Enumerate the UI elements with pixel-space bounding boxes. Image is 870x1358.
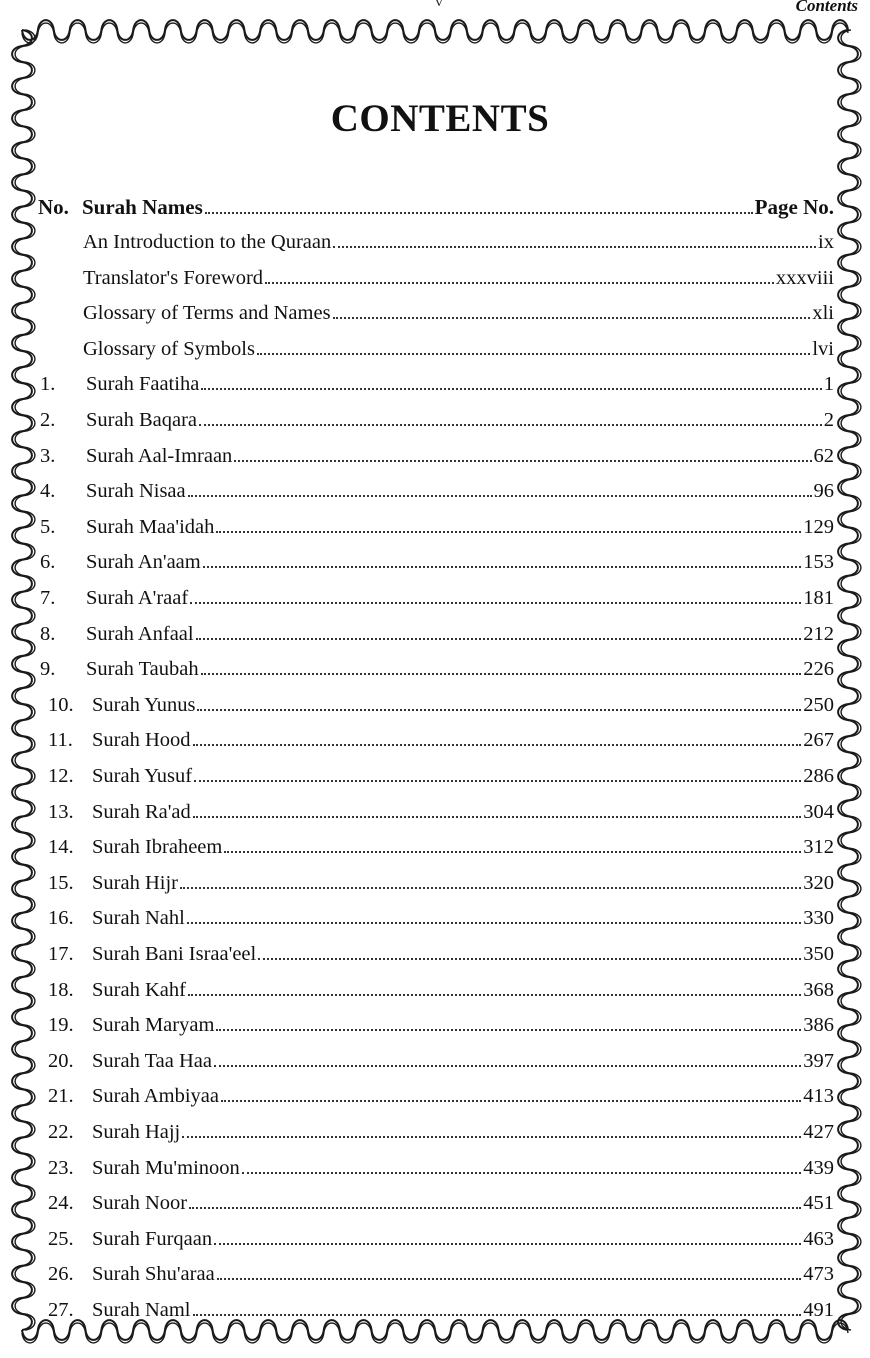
dot-leader [216,1029,801,1031]
page-title: CONTENTS [330,97,550,140]
toc-entry [92,1227,834,1251]
border-wave-left [12,30,32,1330]
toc-surah-row [48,1252,834,1286]
toc-header-surah-names: Surah Names [82,195,203,219]
dot-leader [221,1100,801,1102]
toc-surah-number: 7. [40,587,56,609]
toc-surah-number: 17. [48,943,74,965]
toc-header-no: No. [38,195,69,219]
toc-surah-row [48,1003,834,1037]
toc-surah-number: 14. [48,836,74,859]
toc-entry-page: 491 [803,1299,834,1321]
toc-surah-row [48,790,834,824]
dot-leader [333,246,816,248]
toc-surah-row [48,1217,834,1251]
toc-entry [92,1013,834,1037]
toc-entry-page: 153 [803,551,834,574]
toc-entry-page: 1 [823,373,834,396]
dot-leader [182,1136,801,1138]
toc-entry-page: 473 [803,1263,834,1286]
dot-leader [333,317,811,319]
toc-entry [83,230,834,254]
toc-entry-label: Surah Kahf [92,978,186,1001]
toc-surah-row [48,1074,834,1108]
toc-entry-page: 250 [803,693,834,716]
toc-entry-page: xli [812,302,834,325]
dot-leader [190,602,801,604]
toc-entry [86,515,834,539]
toc-surah-number: 22. [48,1121,74,1143]
toc-entry [83,337,834,361]
toc-surah-number: 26. [48,1263,74,1286]
toc-surah-number: 4. [40,480,56,503]
toc-entry-label: Surah An'aam [86,551,201,574]
toc-header-title-col [82,195,834,220]
toc-surah-number: 5. [40,515,56,538]
toc-entry-label: Surah Baqara [86,409,197,431]
toc-entry-label: Surah Nisaa [86,480,186,503]
toc-front-matter-row [83,256,834,290]
toc-entry-label: Surah Hood [92,729,191,752]
dot-leader [180,887,801,889]
toc-entry-label: Surah Hajj [92,1121,181,1143]
toc-entry [92,906,834,930]
toc-surah-row [48,754,834,788]
dot-leader [187,922,801,924]
toc-entry [92,800,834,824]
toc-entry-page: 286 [803,765,834,787]
dot-leader [196,638,802,640]
toc-surah-number: 6. [40,551,56,574]
toc-entry-label: Surah Faatiha [86,373,200,396]
dot-leader [201,673,802,675]
dot-leader [265,282,774,284]
toc-surah-row [40,469,834,503]
toc-entry [92,942,834,966]
toc-entry [92,1120,834,1144]
toc-entry [83,301,834,325]
toc-front-matter-row [83,220,834,254]
toc-surah-row [40,434,834,468]
toc-surah-row [40,398,834,432]
dot-leader [188,994,801,996]
toc-front-matter-row [83,327,834,361]
running-header: Contents [795,0,858,15]
dot-leader [217,1278,802,1280]
toc-entry-label: Surah Ra'ad [92,800,191,823]
toc-entry-page: 368 [803,978,834,1001]
toc-entry [92,1298,834,1322]
toc-entry-label: Surah Taubah [86,658,199,681]
toc-entry-label: Translator's Foreword [83,266,264,289]
toc-surah-row [48,825,834,859]
toc-entry-label: Surah Shu'araa [92,1263,215,1286]
toc-surah-number: 23. [48,1156,74,1179]
toc-surah-number: 9. [40,658,56,681]
toc-entry [92,1262,834,1286]
toc-surah-number: 18. [48,978,74,1001]
toc-entry-label: Glossary of Symbols [83,337,255,360]
toc-surah-number: 3. [40,444,56,467]
toc-surah-number: 1. [40,373,56,396]
dot-leader [214,1243,801,1245]
toc-entry-page: 427 [803,1121,834,1143]
dot-leader [199,424,822,426]
toc-entry-page: 439 [803,1156,834,1179]
toc-entry [92,764,834,788]
toc-entry-page: 451 [803,1192,834,1215]
toc-entry [92,978,834,1002]
dot-leader [203,566,802,568]
toc-surah-row [48,683,834,717]
toc-entry [92,1191,834,1215]
toc-entry-label: Surah Anfaal [86,622,194,645]
toc-entry-label: Surah Ibraheem [92,836,223,859]
toc-surah-row [48,968,834,1002]
toc-entry-page: 304 [803,800,834,823]
toc-entry-page: 320 [803,871,834,894]
toc-entry [86,444,834,468]
toc-surah-row [48,1110,834,1144]
toc-surah-number: 16. [48,907,74,930]
toc-entry [86,550,834,574]
dot-leader [193,1314,802,1316]
toc-entry [92,693,834,717]
toc-entry-page: 226 [803,658,834,681]
toc-surah-row [48,718,834,752]
dot-leader [224,851,801,853]
toc-entry-page: 330 [803,907,834,930]
toc-surah-row [40,540,834,574]
toc-entry-page: 413 [803,1085,834,1108]
toc-surah-number: 11. [48,729,73,752]
toc-surah-number: 20. [48,1049,74,1072]
toc-entry-page: 212 [803,622,834,645]
dot-leader [258,958,801,960]
toc-entry-page: 2 [823,409,834,431]
toc-front-matter-row [83,291,834,325]
toc-entry-page: 463 [803,1227,834,1250]
toc-entry-page: 181 [803,587,834,609]
toc-surah-number: 2. [40,409,56,431]
toc-entry-label: Surah Taa Haa [92,1049,212,1072]
toc-entry-label: Surah Furqaan [92,1227,213,1250]
toc-entry-page: 129 [803,515,834,538]
dot-leader [197,709,801,711]
dot-leader [194,780,801,782]
toc-surah-number: 25. [48,1227,74,1250]
toc-entry-page: 96 [813,480,834,503]
toc-entry-page: ix [818,231,834,253]
toc-surah-number: 12. [48,765,74,787]
toc-entry [86,479,834,503]
toc-entry-label: Surah A'raaf [86,587,189,609]
dot-leader [188,495,812,497]
toc-entry [92,1049,834,1073]
toc-entry-page: 350 [803,943,834,965]
dot-leader [201,388,821,390]
dot-leader [214,1065,801,1067]
toc-entry-label: Surah Hijr [92,871,178,894]
toc-surah-row [40,362,834,396]
toc-entry-label: Glossary of Terms and Names [83,302,331,325]
toc-surah-row [40,505,834,539]
toc-entry-label: Surah Naml [92,1299,191,1321]
toc-entry [92,728,834,752]
dot-leader [242,1172,801,1174]
toc-entry-page: lvi [812,337,834,360]
toc-surah-number: 19. [48,1014,74,1037]
toc-entry-label: Surah Yunus [92,693,196,716]
toc-entry-label: Surah Noor [92,1192,188,1215]
toc-entry-page: 386 [803,1014,834,1037]
toc-surah-row [48,1288,834,1322]
dot-leader [234,460,811,462]
toc-surah-row [48,932,834,966]
toc-entry-label: Surah Aal-Imraan [86,444,233,467]
toc-entry [86,622,834,646]
toc-entry-label: Surah Yusuf [92,765,193,787]
toc-surah-row [40,647,834,681]
toc-entry-label: Surah Ambiyaa [92,1085,219,1108]
toc-surah-row [48,1146,834,1180]
toc-surah-row [40,576,834,610]
toc-surah-number: 21. [48,1085,74,1108]
toc-surah-row [48,1181,834,1215]
toc-surah-number: 24. [48,1192,74,1215]
toc-entry-page: xxxviii [775,266,834,289]
toc-entry [86,372,834,396]
toc-entry [86,408,834,432]
toc-surah-row [48,861,834,895]
dot-leader [193,816,801,818]
toc-entry-label: Surah Bani Israa'eel [92,943,257,965]
dot-leader [205,212,753,214]
toc-entry-page: 267 [803,729,834,752]
toc-entry [86,586,834,610]
toc-entry-page: 397 [803,1049,834,1072]
toc-entry [83,266,834,290]
toc-entry [86,657,834,681]
dot-leader [189,1207,801,1209]
toc-entry-page: 62 [813,444,834,467]
dot-leader [257,353,810,355]
toc-surah-row [40,612,834,646]
toc-entry-label: Surah Maa'idah [86,515,215,538]
toc-entry [92,835,834,859]
toc-entry [92,871,834,895]
toc-surah-row [48,1039,834,1073]
toc-entry-label: An Introduction to the Quraan [83,231,332,253]
toc-surah-number: 13. [48,800,74,823]
toc-surah-number: 10. [48,693,74,716]
page-number-mark: v [435,0,443,10]
dot-leader [216,531,801,533]
toc-entry [92,1156,834,1180]
toc-surah-number: 8. [40,622,56,645]
toc-header-row [38,186,834,220]
toc-surah-row [48,896,834,930]
toc-entry-label: Surah Nahl [92,907,185,930]
toc-header-page-no: Page No. [754,195,834,219]
toc-entry [92,1084,834,1108]
dot-leader [193,744,802,746]
toc-surah-number: 27. [48,1299,74,1321]
toc-entry-label: Surah Maryam [92,1014,215,1037]
toc-surah-number: 15. [48,871,74,894]
toc-entry-page: 312 [803,836,834,859]
border-wave-inner [841,30,861,1330]
toc-entry-label: Surah Mu'minoon [92,1156,240,1179]
